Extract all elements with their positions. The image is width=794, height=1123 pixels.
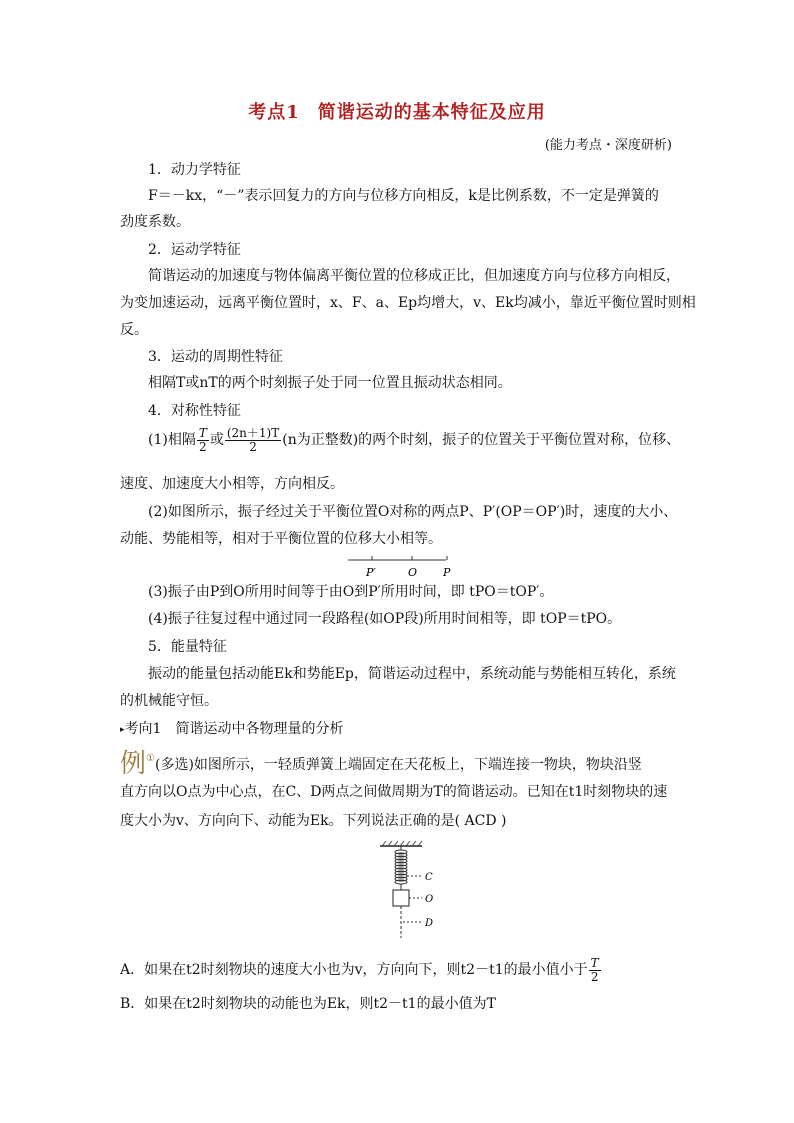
axis-figure bbox=[340, 552, 460, 582]
s4-p1-c: 速度、加速度大小相等，方向相反。 bbox=[120, 476, 344, 492]
spring bbox=[395, 846, 407, 890]
title-text: 简谐运动的基本特征及应用 bbox=[317, 102, 546, 123]
s4-p3: (3)振子由P到O所用时间等于由O到P′所用时间，即 tPO＝tOP′。 bbox=[148, 584, 554, 600]
s1-body-2: 劲度系数。 bbox=[120, 214, 190, 230]
s2-body-1: 简谐运动的加速度与物体偏离平衡位置的位移成正比，但加速度方向与位移方向相反， bbox=[148, 268, 680, 284]
s3-heading: 3．运动的周期性特征 bbox=[148, 349, 283, 365]
block bbox=[393, 890, 409, 906]
s2-body-3: 反。 bbox=[120, 322, 148, 338]
s5-body-2: 的机械能守恒。 bbox=[120, 693, 218, 709]
option-b: B．如果在t2时刻物块的动能也为Ek，则t2－t1的最小值为T bbox=[120, 996, 496, 1012]
example-badge bbox=[120, 749, 155, 779]
title-label: 考点1 bbox=[248, 102, 300, 123]
option-a bbox=[120, 956, 676, 984]
s5-body-1: 振动的能量包括动能Ek和势能Ep，简谐运动过程中，系统动能与势能相互转化，系统 bbox=[148, 666, 676, 682]
s1-body-1: F＝－kx，“－”表示回复力的方向与位移方向相反，k是比例系数，不一定是弹簧的 bbox=[148, 188, 659, 204]
label-p: P bbox=[443, 566, 451, 579]
s4-p1 bbox=[148, 425, 681, 454]
s4-p2-b: 动能、势能相等，相对于平衡位置的位移大小相等。 bbox=[120, 531, 442, 547]
example-number: ① bbox=[146, 753, 155, 764]
s4-p1-or: 或 bbox=[209, 432, 224, 448]
s4-p1-a: (1)相隔 bbox=[148, 432, 196, 448]
label-o: O bbox=[425, 894, 434, 905]
s4-p4: (4)振子往复过程中通过同一段路程(如OP段)所用时间相等，即 tOP＝tPO。 bbox=[148, 611, 622, 627]
fraction-2n1t-over-2: $\frac{(2n+1)T}{2}$ bbox=[226, 425, 280, 454]
subtitle: (能力考点・深度研析) bbox=[544, 138, 672, 153]
label-p-prime: P′ bbox=[366, 566, 376, 579]
example-text-1: (多选)如图所示，一轻质弹簧上端固定在天花板上，下端连接一物块，物块沿竖 bbox=[154, 757, 642, 773]
s2-body-2: 为变加速运动，远离平衡位置时，x、F、a、Ep均增大，v、Ek均减小，靠近平衡位置时则相 bbox=[120, 295, 696, 311]
example-line-1 bbox=[120, 749, 676, 779]
subsection-text: 考向1 简谐运动中各物理量的分析 bbox=[124, 721, 344, 737]
triangle-marker-icon: ▸ bbox=[120, 725, 125, 735]
s4-p2-a: (2)如图所示，振子经过关于平衡位置O对称的两点P、P′(OP＝OP′)时，速度的大小、 bbox=[148, 504, 678, 520]
label-c: C bbox=[425, 872, 433, 883]
page-title bbox=[0, 98, 794, 124]
s1-heading: 1．动力学特征 bbox=[148, 162, 241, 178]
option-a-text: A．如果在t2时刻物块的速度大小也为v，方向向下，则t2－t1的最小值小于 bbox=[120, 962, 588, 978]
s4-p1-b: (n为正整数)的两个时刻，振子的位置关于平衡位置对称，位移、 bbox=[282, 432, 681, 448]
spring-figure bbox=[372, 840, 442, 942]
s3-body: 相隔T或nT的两个时刻振子处于同一位置且振动状态相同。 bbox=[148, 375, 512, 391]
s2-heading: 2．运动学特征 bbox=[148, 242, 241, 258]
example-label: 例 bbox=[120, 749, 147, 779]
subsection-heading bbox=[120, 719, 676, 740]
label-d: D bbox=[425, 918, 434, 929]
s5-heading: 5．能量特征 bbox=[148, 639, 227, 655]
example-line-2: 直方向以O点为中心点，在C、D两点之间做周期为T的简谐运动。已知在t1时刻物块的速 bbox=[120, 784, 668, 800]
fraction-t-over-2: $\frac{T}{2}$ bbox=[198, 425, 207, 454]
example-line-3: 度大小为v、方向向下、动能为Ek。下列说法正确的是( ACD ) bbox=[120, 813, 507, 829]
s4-heading: 4．对称性特征 bbox=[148, 403, 241, 419]
label-o: O bbox=[408, 566, 418, 579]
option-a-fraction: $\frac{T}{2}$ bbox=[590, 955, 599, 984]
